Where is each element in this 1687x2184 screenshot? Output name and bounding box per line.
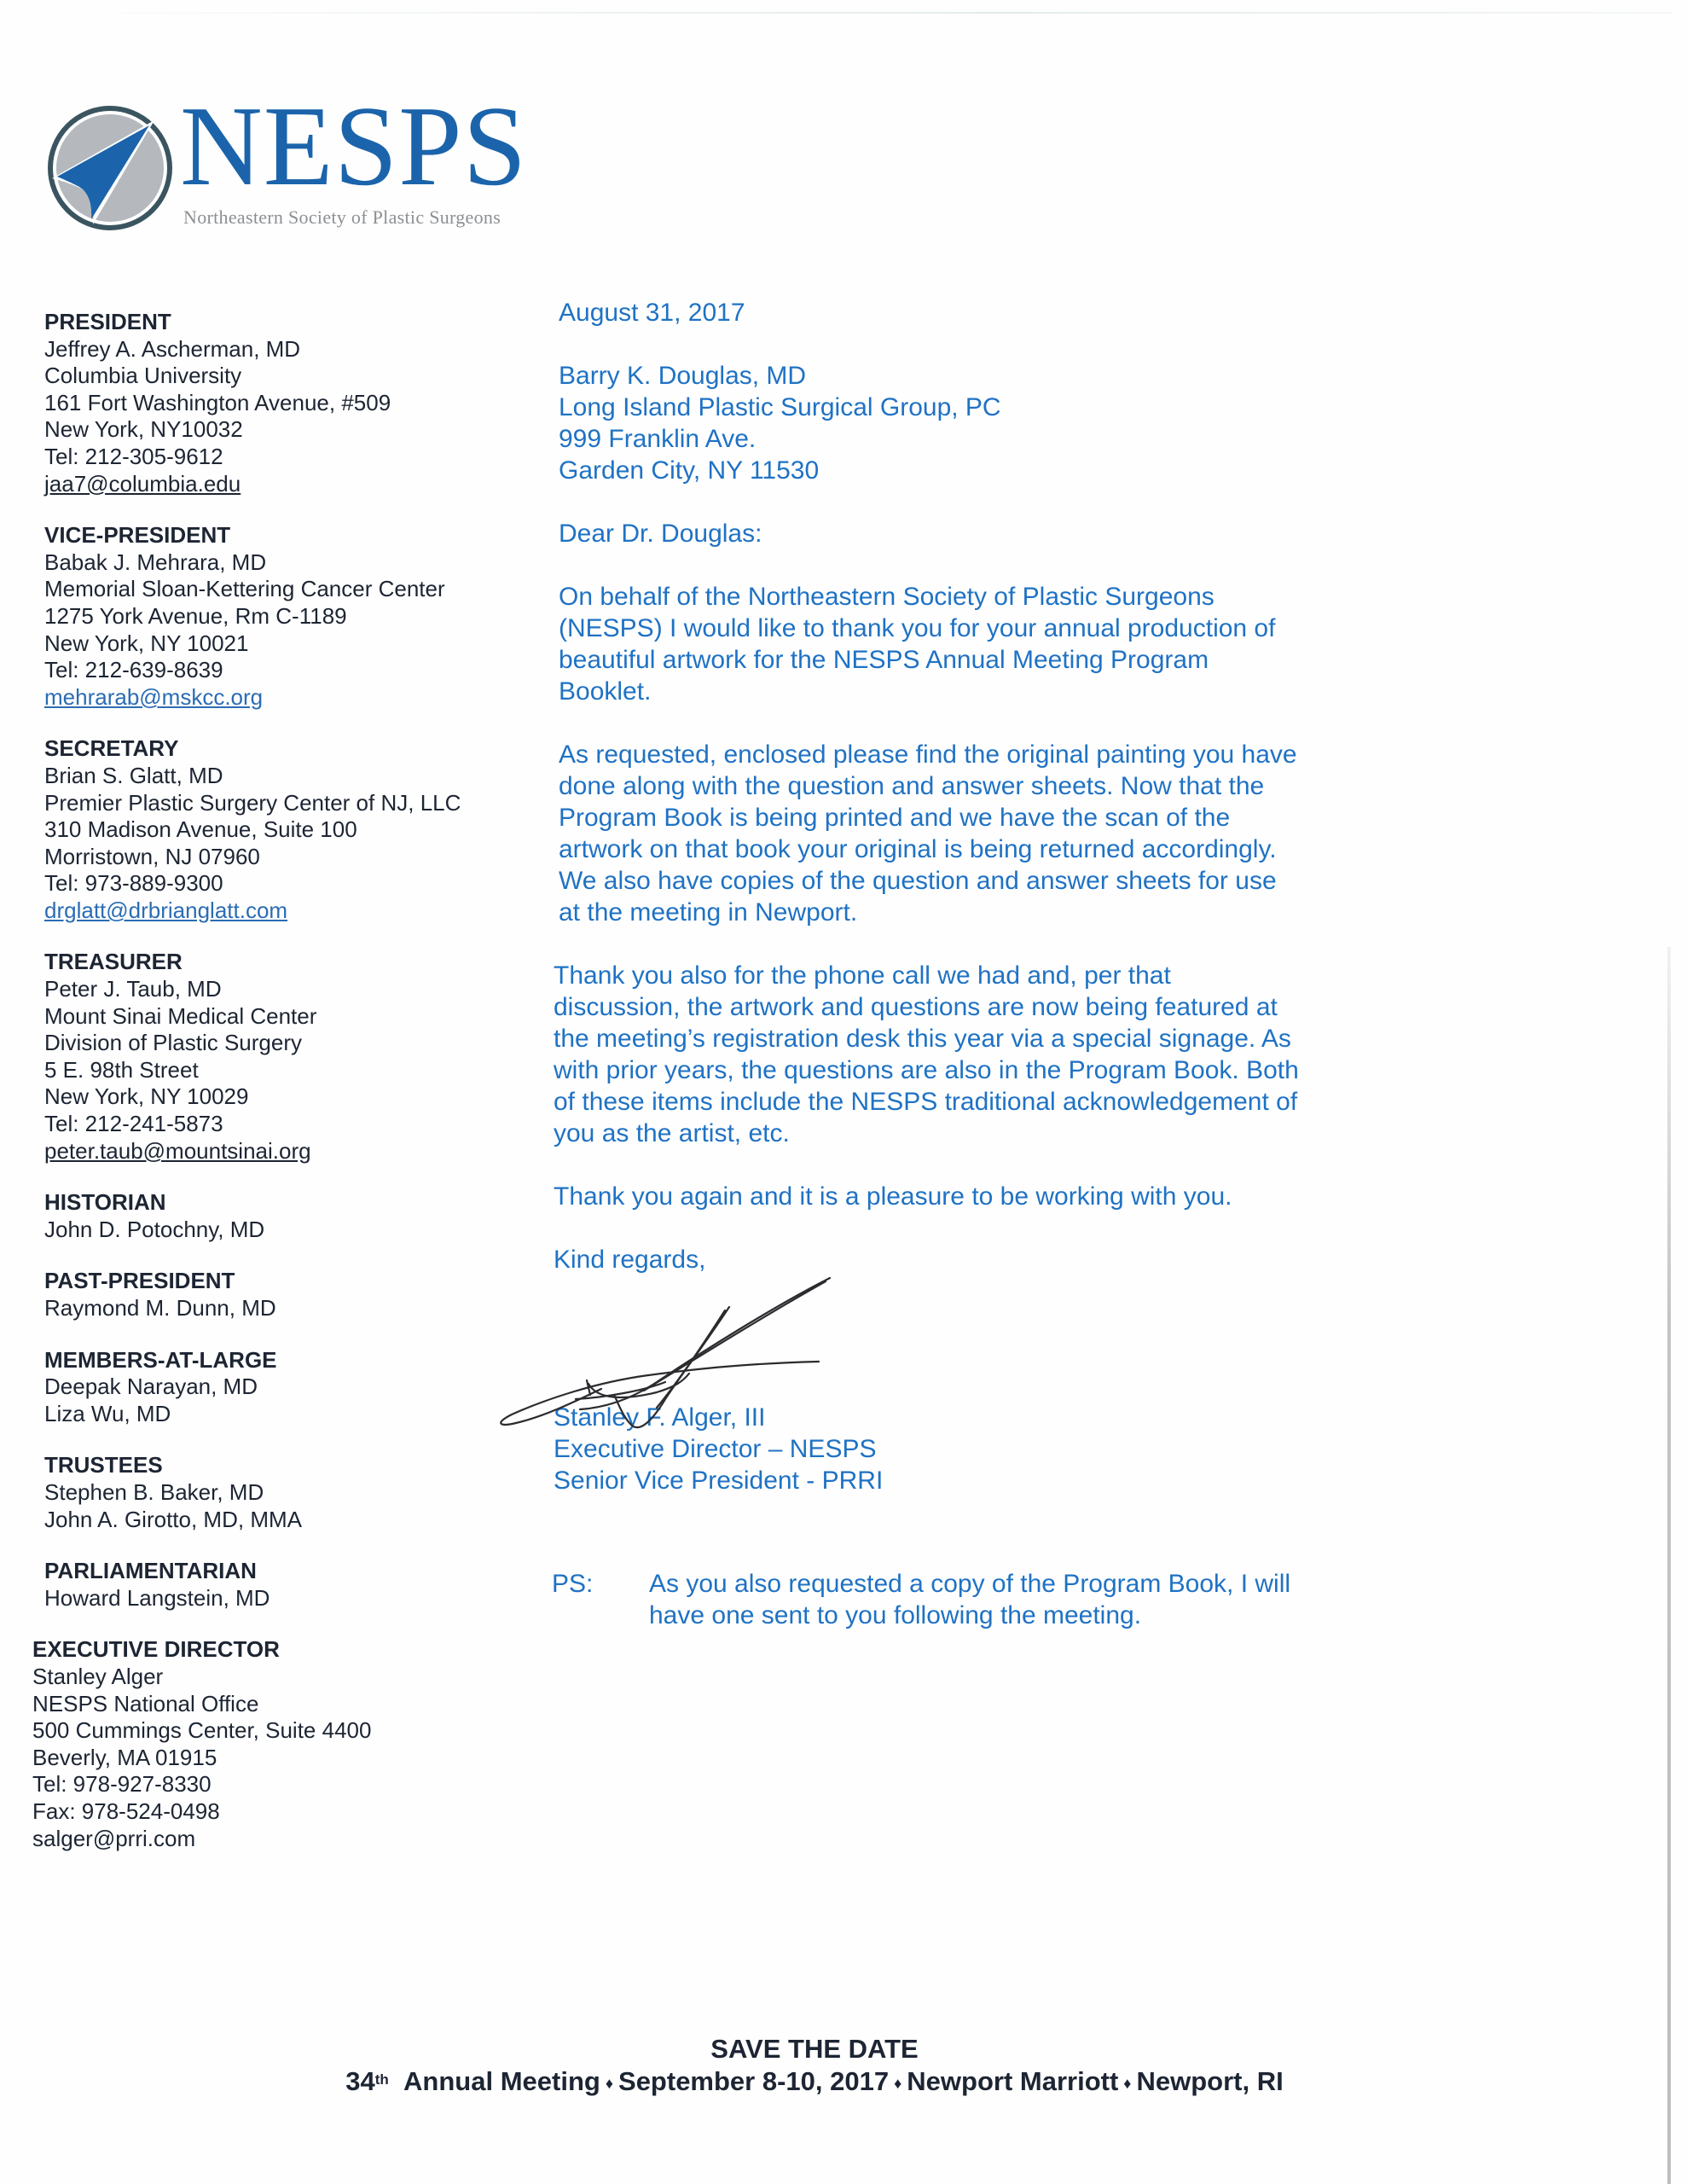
officer-line: 161 Fort Washington Avenue, #509 bbox=[44, 389, 391, 415]
officer-email-link[interactable]: drglatt@drbrianglatt.com bbox=[44, 897, 288, 923]
officer-line: Tel: 212-241-5873 bbox=[44, 1111, 223, 1137]
recipient-line: Garden City, NY 11530 bbox=[559, 456, 820, 485]
letter-date: August 31, 2017 bbox=[559, 299, 745, 327]
meeting-location: Newport, RI bbox=[1136, 2066, 1284, 2096]
officer-line: Mount Sinai Medical Center bbox=[44, 1002, 317, 1029]
paragraph-line: Program Book is being printed and we have the scan of the bbox=[559, 804, 1231, 832]
officer-line: Peter J. Taub, MD bbox=[44, 976, 222, 1002]
ps-line: As you also requested a copy of the Program Book, I will bbox=[649, 1570, 1291, 1598]
officer-line: John D. Potochny, MD bbox=[44, 1216, 265, 1242]
recipient-line: Barry K. Douglas, MD bbox=[559, 362, 807, 390]
officer-title: HISTORIAN bbox=[44, 1189, 166, 1216]
officer-line: 310 Madison Avenue, Suite 100 bbox=[44, 816, 357, 843]
officer-email-link[interactable]: salger@prri.com bbox=[32, 1825, 196, 1851]
officer-line: Tel: 973-889-9300 bbox=[44, 870, 223, 897]
org-abbrev-wordmark: NESPS bbox=[180, 83, 528, 209]
handwritten-signature bbox=[495, 1254, 836, 1433]
paragraph-line: you as the artist, etc. bbox=[554, 1119, 790, 1147]
save-the-date-heading: SAVE THE DATE bbox=[710, 2034, 919, 2064]
officer-historian bbox=[44, 1189, 522, 1243]
officer-title: TRUSTEES bbox=[44, 1452, 163, 1478]
officer-parliamentarian bbox=[44, 1558, 522, 1612]
officer-line: Babak J. Mehrara, MD bbox=[44, 549, 267, 575]
officer-title: PAST-PRESIDENT bbox=[44, 1268, 235, 1294]
officer-line: Brian S. Glatt, MD bbox=[44, 762, 223, 788]
officer-trustees bbox=[44, 1452, 522, 1533]
recipient-line: 999 Franklin Ave. bbox=[559, 425, 757, 453]
officer-treasurer bbox=[44, 949, 522, 1165]
officer-title: PRESIDENT bbox=[44, 309, 171, 334]
officer-executive-director bbox=[32, 1636, 522, 1852]
officer-email-link[interactable]: jaa7@columbia.edu bbox=[44, 470, 241, 497]
officer-title: VICE-PRESIDENT bbox=[44, 522, 231, 549]
officer-line: New York, NY 10029 bbox=[44, 1083, 249, 1110]
officer-line: New York, NY10032 bbox=[44, 416, 243, 443]
ps-label: PS: bbox=[552, 1570, 594, 1598]
officer-email-link[interactable]: mehrarab@mskcc.org bbox=[44, 683, 264, 710]
officer-line: Stephen B. Baker, MD bbox=[44, 1478, 264, 1505]
diamond-separator-icon: ♦ bbox=[894, 2074, 902, 2092]
scan-top-edge bbox=[0, 12, 1672, 14]
officer-line: Raymond M. Dunn, MD bbox=[44, 1295, 276, 1321]
officer-line: Stanley Alger bbox=[32, 1663, 164, 1689]
officer-president bbox=[44, 309, 522, 497]
paragraph-line: at the meeting in Newport. bbox=[559, 898, 858, 926]
officer-title: SECRETARY bbox=[44, 735, 179, 762]
diamond-separator-icon: ♦ bbox=[605, 2074, 614, 2092]
paragraph bbox=[559, 581, 1412, 707]
paragraph-line: As requested, enclosed please find the original painting you have bbox=[559, 741, 1297, 769]
officer-line: Division of Plastic Surgery bbox=[44, 1030, 302, 1056]
officer-line: Columbia University bbox=[44, 363, 242, 389]
meeting-name: Annual Meeting bbox=[403, 2066, 600, 2096]
recipient-line: Long Island Plastic Surgical Group, PC bbox=[559, 393, 1001, 421]
officer-line: Beverly, MA 01915 bbox=[32, 1744, 217, 1770]
paragraph-line: beautiful artwork for the NESPS Annual Meeting Program bbox=[559, 646, 1209, 674]
officer-line: Tel: 978-927-8330 bbox=[32, 1771, 212, 1798]
officer-line: New York, NY 10021 bbox=[44, 630, 249, 656]
paragraph-line: On behalf of the Northeastern Society of Plastic Surgeons bbox=[559, 583, 1215, 611]
nesps-emblem-icon bbox=[47, 105, 173, 231]
officer-email-link[interactable]: peter.taub@mountsinai.org bbox=[44, 1137, 311, 1164]
officer-line: 500 Cummings Center, Suite 4400 bbox=[32, 1717, 372, 1744]
officer-title: TREASURER bbox=[44, 949, 183, 975]
paragraph bbox=[554, 960, 1412, 1149]
officer-line: John A. Girotto, MD, MMA bbox=[44, 1506, 302, 1532]
officer-line: Liza Wu, MD bbox=[44, 1400, 171, 1426]
officer-title: EXECUTIVE DIRECTOR bbox=[32, 1636, 280, 1663]
officer-title: MEMBERS-AT-LARGE bbox=[44, 1346, 277, 1373]
meeting-ordinal-suffix: th bbox=[374, 2071, 389, 2088]
officer-line: Tel: 212-639-8639 bbox=[44, 657, 223, 683]
officer-line: Jeffrey A. Ascherman, MD bbox=[44, 335, 301, 362]
paragraph-line: Thank you also for the phone call we had and, per that bbox=[554, 961, 1171, 990]
org-name-subtitle: Northeastern Society of Plastic Surgeons bbox=[183, 206, 501, 228]
meeting-ordinal-number: 34 bbox=[345, 2066, 375, 2096]
meeting-details bbox=[0, 2065, 1629, 2100]
officer-vice-president bbox=[44, 522, 522, 711]
meeting-dates: September 8-10, 2017 bbox=[618, 2066, 890, 2096]
paragraph-line: of these items include the NESPS traditional acknowledgement of bbox=[554, 1088, 1298, 1116]
officer-line: Tel: 212-305-9612 bbox=[44, 443, 223, 469]
officer-members-at-large bbox=[44, 1347, 522, 1428]
paragraph-line: the meeting’s registration desk this year via a special signage. As bbox=[554, 1025, 1291, 1053]
ps-text bbox=[649, 1568, 1290, 1631]
signer-name: Stanley F. Alger, III bbox=[554, 1403, 766, 1432]
meeting-venue: Newport Marriott bbox=[907, 2066, 1119, 2096]
paragraph bbox=[554, 1181, 1412, 1212]
officer-secretary bbox=[44, 735, 522, 924]
officer-line: Deepak Narayan, MD bbox=[44, 1374, 258, 1400]
closing: Kind regards, bbox=[554, 1246, 706, 1274]
paragraph-line: We also have copies of the question and answer sheets for use bbox=[559, 867, 1277, 895]
officer-line: 5 E. 98th Street bbox=[44, 1056, 199, 1083]
officer-line: Premier Plastic Surgery Center of NJ, LLC bbox=[44, 789, 461, 816]
signer-title: Senior Vice President - PRRI bbox=[554, 1467, 884, 1495]
officer-line: 1275 York Avenue, Rm C-1189 bbox=[44, 602, 347, 629]
officer-roster bbox=[32, 309, 522, 1852]
ps-line: have one sent to you following the meeting. bbox=[649, 1601, 1142, 1629]
paragraph-line: Booklet. bbox=[559, 677, 652, 706]
paragraph-line: done along with the question and answer sheets. Now that the bbox=[559, 772, 1265, 800]
scan-right-edge bbox=[1667, 947, 1671, 2184]
officer-line: Howard Langstein, MD bbox=[44, 1584, 270, 1611]
paragraph bbox=[559, 739, 1412, 928]
save-the-date-footer bbox=[0, 2034, 1629, 2100]
officer-line: Morristown, NJ 07960 bbox=[44, 843, 260, 869]
paragraph-line: (NESPS) I would like to thank you for your annual production of bbox=[559, 614, 1276, 642]
paragraph-line: Thank you again and it is a pleasure to be working with you. bbox=[554, 1182, 1232, 1211]
officer-line: Fax: 978-524-0498 bbox=[32, 1798, 220, 1824]
signer-title: Executive Director – NESPS bbox=[554, 1435, 877, 1463]
paragraph-line: discussion, the artwork and questions are now being featured at bbox=[554, 993, 1278, 1021]
officer-line: Memorial Sloan-Kettering Cancer Center bbox=[44, 576, 445, 602]
recipient-address bbox=[559, 360, 1412, 486]
officer-title: PARLIAMENTARIAN bbox=[44, 1558, 257, 1584]
officer-past-president bbox=[44, 1268, 522, 1321]
letterhead-logo bbox=[47, 83, 559, 237]
salutation: Dear Dr. Douglas: bbox=[559, 520, 762, 548]
officer-line: NESPS National Office bbox=[32, 1690, 259, 1716]
paragraph-line: with prior years, the questions are also in the Program Book. Both bbox=[554, 1056, 1299, 1084]
paragraph-line: artwork on that book your original is being returned accordingly. bbox=[559, 835, 1277, 863]
diamond-separator-icon: ♦ bbox=[1123, 2074, 1132, 2092]
